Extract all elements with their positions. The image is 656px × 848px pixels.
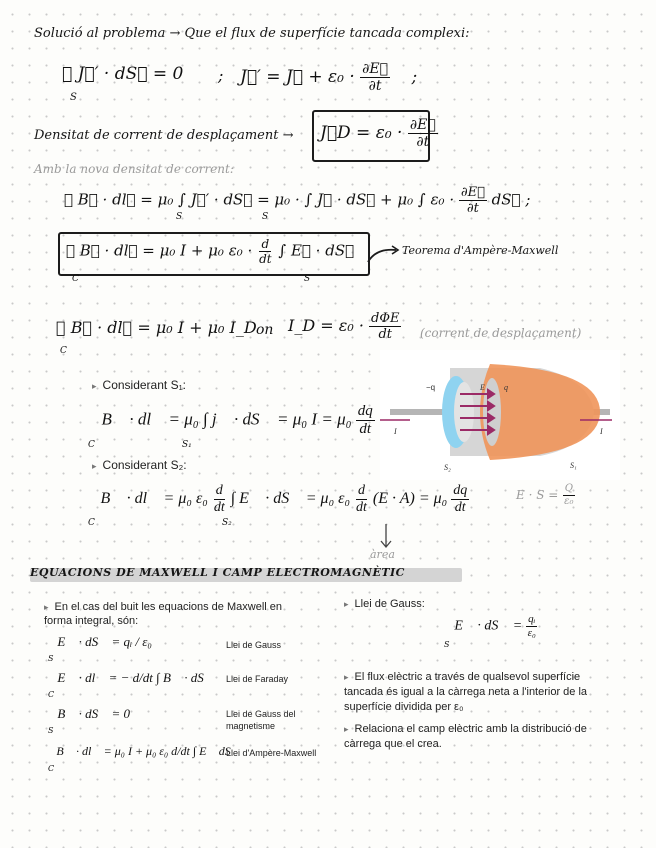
considerant-s1-sub-s: S₁ xyxy=(182,440,192,450)
ampere-arrow xyxy=(366,244,400,264)
maxwell-name-ampere: Llei d'Ampère-Maxwell xyxy=(226,748,317,758)
eq1-right: J⃗′ = J⃗ + ε₀ · $\frac{\partial E⃗}{\partial t}$ ; xyxy=(240,61,418,94)
maxwell-eq-magnetism-sub: S xyxy=(48,726,54,735)
considerant-s1-eq: ∮ B⃗ · dl⃗ = μ₀ ∫ j⃗ · dS⃗ = μ₀ I = μ₀ $\frac{dq}{dt}$ xyxy=(84,403,373,437)
considerant-s2-sub-s: S₂ xyxy=(222,518,232,528)
svg-text:q: q xyxy=(504,383,508,392)
considerant-s1-sub-c: C xyxy=(88,440,95,450)
displacement-label: Densitat de corrent de desplaçament → xyxy=(34,128,294,143)
current-id-eq: I_D = ε₀ · $\frac{\text{dΦE}}{dt}$ xyxy=(288,311,400,342)
displacement-formula: J⃗D = ε₀ · $\frac{\partial E⃗}{\partial t}$ xyxy=(320,117,436,150)
gauss-bullet-2: ▸ Relaciona el camp elèctric amb la distribució de càrrega que el crea. xyxy=(344,723,587,750)
svg-text:E: E xyxy=(480,383,485,392)
maxwell-eq-ampere: ∮ B⃗ · dl⃗ = μ₀ I + μ₀ ε₀ d/dt ∫ E⃗ dS⃗ xyxy=(44,744,241,758)
current-eq: ∮ B⃗ · dl⃗ = μ₀ I + μ₀ I_D xyxy=(56,318,257,337)
maxwell-eq-gauss: ∮ E⃗ · dS⃗ = qᵢ / ε₀ xyxy=(44,634,152,649)
current-on: on xyxy=(256,322,274,338)
eq1-sep: ; xyxy=(218,66,224,85)
maxwell-eq-ampere-sub: C xyxy=(48,764,55,773)
maxwell-eq-gauss-sub: S xyxy=(48,654,54,663)
eq1-left: ∮ J⃗′ · dS⃗ = 0 xyxy=(62,64,184,84)
gauss-eq: ∮ E⃗ · dS⃗ = $\frac{\text{qᵢ}}{\text{ε₀}}$ xyxy=(440,613,536,639)
maxwell-name-magnetism: Llei de Gauss del magnetisme xyxy=(226,709,296,731)
svg-text:I: I xyxy=(394,427,397,436)
ampere-maxwell-eq: ∮ B⃗ · dl⃗ = μ₀ I + μ₀ ε₀ · $\frac{d}{dt}$ ∫ E⃗ · dS⃗ xyxy=(66,237,355,266)
considerant-s1-label: ▸ Considerant S₁: xyxy=(92,378,186,392)
current-note: (corrent de desplaçament) xyxy=(420,326,582,340)
maxwell-name-gauss: Llei de Gauss xyxy=(226,640,282,650)
intro-line: Solució al problema → Que el flux de superfície tancada complexi: xyxy=(34,26,470,41)
maxwell-intro: ▸ En el cas del buit les equacions de Maxwell en forma integral, són: xyxy=(44,601,282,627)
svg-text:I: I xyxy=(600,427,603,436)
new-density-sub-s2: S xyxy=(262,212,269,222)
gauss-eq-sub: S xyxy=(444,640,450,649)
current-eq-sub-c: C xyxy=(60,346,67,356)
maxwell-eq-faraday: ∮ E⃗ · dl⃗ = − d/dt ∫ B⃗ · dS⃗ xyxy=(44,670,214,685)
svg-text:S₂: S₂ xyxy=(444,463,451,472)
svg-text:S₁: S₁ xyxy=(570,461,577,470)
considerant-s2-label: ▸ Considerant S₂: xyxy=(92,458,187,472)
new-density-sub-s1: S xyxy=(176,212,183,222)
maxwell-eq-faraday-sub: C xyxy=(48,690,55,699)
considerant-s2-sub-c: C xyxy=(88,518,95,528)
ampere-maxwell-sub-c: C xyxy=(72,274,79,284)
area-note: àrea xyxy=(370,548,395,561)
svg-text:−q: −q xyxy=(426,383,436,392)
eq1-left-sub: S xyxy=(70,92,77,103)
new-density-intro: Amb la nova densitat de corrent: xyxy=(34,162,234,176)
ampere-maxwell-sub-s: S xyxy=(304,274,311,284)
maxwell-name-faraday: Llei de Faraday xyxy=(226,674,289,684)
section-title: EQUACIONS DE MAXWELL I CAMP ELECTROMAGNÈTIC xyxy=(30,566,405,579)
new-density-eq: ∮ B⃗ · dl⃗ = μ₀ ∫ J⃗′ · dS⃗ = μ₀ · ∫ J⃗ · dS⃗ + μ₀ ∫ ε₀ · $\frac{\partial E⃗}{\partial t}$ dS⃗ ; xyxy=(64,185,531,216)
gauss-bullet-1: ▸ El flux elèctric a través de qualsevol superfície tancada és igual a la càrrega neta a l'interior de la superfície dividida per ε₀ xyxy=(344,671,588,713)
considerant-s2-eq: ∮ B⃗ · dl⃗ = μ₀ ε₀ $\frac{d}{dt}$ ∫ E⃗ · dS⃗ = μ₀ ε₀ $\frac{d}{dt}$ (E · A) = μ₀ $\frac{dq}{dt}$ xyxy=(84,483,468,515)
ampere-maxwell-label: Teorema d'Ampère-Maxwell xyxy=(402,244,559,257)
gauss-title: ▸ Llei de Gauss: xyxy=(344,598,425,610)
considerant-handnote: E · S = $\frac{Q}{\text{ε₀}}$ xyxy=(516,483,574,507)
capacitor-diagram xyxy=(380,350,620,480)
maxwell-eq-magnetism: ∮ B⃗ · dS⃗ = 0 xyxy=(44,706,131,721)
